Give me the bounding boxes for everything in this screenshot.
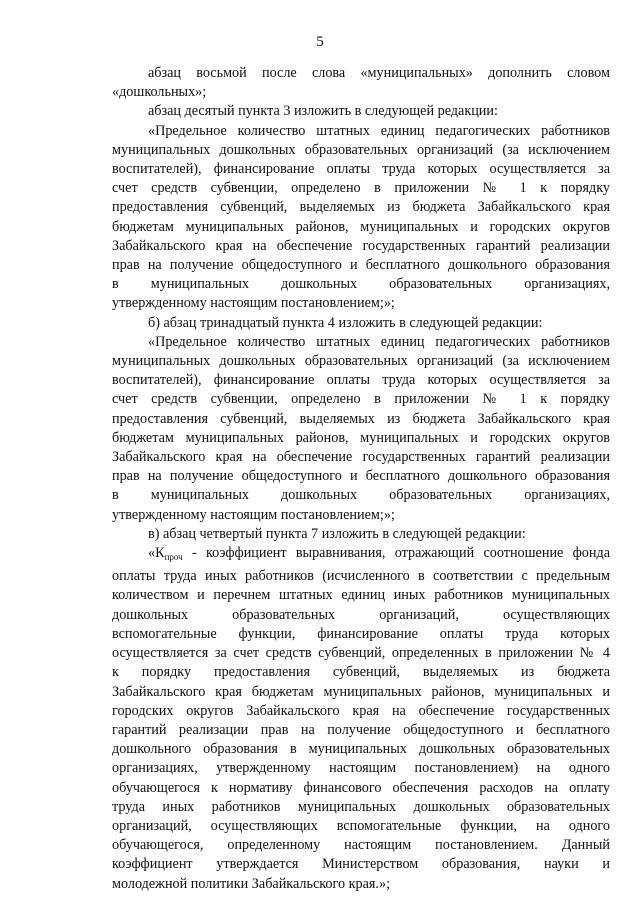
text-line-content: городских округов Забайкальского края на обеспечение государственных <box>112 702 610 719</box>
text-line <box>112 64 610 83</box>
text-line <box>112 586 610 605</box>
text-line-content: бюджетам муниципальных районов, муниципальных и городских округов <box>112 429 610 446</box>
text-line-content: бюджетам муниципальных районов, муниципальных и городских округов <box>112 218 610 235</box>
text-line <box>112 625 610 644</box>
text-line-content: «Предельное количество штатных единиц педагогических работников <box>148 333 610 350</box>
text-line-content: утвержденному настоящим постановлением;»; <box>112 506 395 523</box>
text-line-content: в муниципальных дошкольных образовательных организациях, <box>112 487 610 504</box>
text-line-content: прав на получение общедоступного и бесплатного дошкольного образования <box>112 257 610 274</box>
text-line-content: гарантий реализации прав на получение общедоступного и бесплатного <box>112 721 610 738</box>
text-line-content: утвержденному настоящим постановлением;»; <box>112 295 395 312</box>
text-line <box>112 525 610 544</box>
text-line-content: абзац восьмой после слова «муниципальных» дополнить словом <box>148 65 610 81</box>
text-line-content: муниципальных дошкольных образовательных организаций (за исключением <box>112 141 610 158</box>
text-line <box>112 333 610 352</box>
text-line <box>112 371 610 390</box>
text-line <box>112 506 610 525</box>
text-line-content: «дошкольных»; <box>112 84 207 101</box>
text-line-content: организациях, утвержденному настоящим постановлением) на одного <box>112 760 610 777</box>
text-line-content: дошкольных образовательных организаций, осуществляющих <box>112 606 610 623</box>
text-line <box>112 83 610 102</box>
text-line-content: предоставления субвенций, выделяемых из бюджета Забайкальского края <box>112 199 610 216</box>
text-line <box>112 314 610 333</box>
text-line-content: оплаты труда иных работников (исчисленного в соответствии с предельным <box>112 568 610 585</box>
text-line-content: предоставления субвенций, выделяемых из бюджета Забайкальского края <box>112 410 610 427</box>
text-line-content: абзац десятый пункта 3 изложить в следующей редакции: <box>148 103 498 120</box>
text-line <box>112 198 610 217</box>
text-line-content: молодежной политики Забайкальского края.»; <box>112 875 391 892</box>
text-line-content: «Предельное количество штатных единиц педагогических работников <box>148 122 610 139</box>
text-line-content: - коэффициент выравнивания, отражающий соотношение фонда <box>191 545 610 562</box>
document-body <box>112 64 610 894</box>
text-line <box>112 759 610 778</box>
text-line-content: Забайкальского края на обеспечение государственных гарантий реализации <box>112 237 610 254</box>
page-number: 5 <box>316 34 324 50</box>
text-line <box>112 644 610 663</box>
text-line-content: к порядку предоставления субвенций, выделяемых из бюджета <box>112 664 610 681</box>
text-line <box>112 663 610 682</box>
text-line-content: обучающегося к нормативу финансового обеспечения расходов на оплату <box>112 779 610 796</box>
text-line <box>112 486 610 505</box>
text-line-content: коэффициент утверждается Министерством образования, науки и <box>112 856 610 873</box>
text-line <box>112 294 610 313</box>
text-line-content: счет средств субвенции, определено в приложении № 1 к порядку <box>112 180 610 197</box>
text-line-content: организаций, осуществляющих вспомогательные функции, на одного <box>112 817 610 834</box>
text-line <box>112 410 610 429</box>
text-line-content: Забайкальского края на обеспечение государственных гарантий реализации <box>112 449 610 466</box>
text-line-content: б) абзац тринадцатый пункта 4 изложить в следующей редакции: <box>148 314 543 331</box>
text-line <box>112 836 610 855</box>
text-line <box>112 875 610 894</box>
text-line <box>112 740 610 759</box>
text-line <box>112 855 610 874</box>
text-line <box>112 544 610 567</box>
coefficient-subscript: проч <box>164 552 183 563</box>
text-line-content: количеством и перечнем штатных единиц иных работников муниципальных <box>112 587 610 604</box>
text-line <box>112 256 610 275</box>
text-line <box>112 606 610 625</box>
text-line <box>112 817 610 836</box>
text-line-content: муниципальных дошкольных образовательных организаций (за исключением <box>112 353 610 370</box>
text-line-content: дошкольного образования в муниципальных дошкольных образовательных <box>112 741 610 758</box>
text-line-content: воспитателей), финансирование оплаты труда которых осуществляется за <box>112 161 610 178</box>
text-line-content: в) абзац четвертый пункта 7 изложить в следующей редакции: <box>148 525 526 542</box>
text-line <box>112 798 610 817</box>
text-line <box>112 467 610 486</box>
text-line <box>112 122 610 141</box>
text-line-content: вспомогательные функции, финансирование оплаты труда которых <box>112 625 610 642</box>
text-line-content: прав на получение общедоступного и бесплатного дошкольного образования <box>112 468 610 485</box>
text-line <box>112 237 610 256</box>
text-line-content: обучающегося, определенному настоящим постановлением. Данный <box>112 837 610 854</box>
text-line-content: в муниципальных дошкольных образовательных организациях, <box>112 276 610 293</box>
text-line <box>112 721 610 740</box>
text-line <box>112 567 610 586</box>
text-line-content: счет средств субвенции, определено в приложении № 1 к порядку <box>112 391 610 408</box>
text-line-content: осуществляется за счет средств субвенций, определенных в приложении № 4 <box>112 645 610 662</box>
text-line <box>112 141 610 160</box>
coefficient-symbol: «К <box>148 545 165 562</box>
text-line <box>112 102 610 121</box>
text-line <box>112 779 610 798</box>
text-line <box>112 702 610 721</box>
text-line <box>112 448 610 467</box>
text-line <box>112 429 610 448</box>
text-line-content: воспитателей), финансирование оплаты труда которых осуществляется за <box>112 372 610 389</box>
text-line <box>112 160 610 179</box>
text-line-content: Забайкальского края бюджетам муниципальных районов, муниципальных и <box>112 683 610 700</box>
text-line <box>112 179 610 198</box>
text-line <box>112 218 610 237</box>
text-line <box>112 683 610 702</box>
text-line <box>112 275 610 294</box>
text-line-content: труда иных работников муниципальных дошкольных образовательных <box>112 798 610 815</box>
text-line <box>112 352 610 371</box>
text-line <box>112 390 610 409</box>
